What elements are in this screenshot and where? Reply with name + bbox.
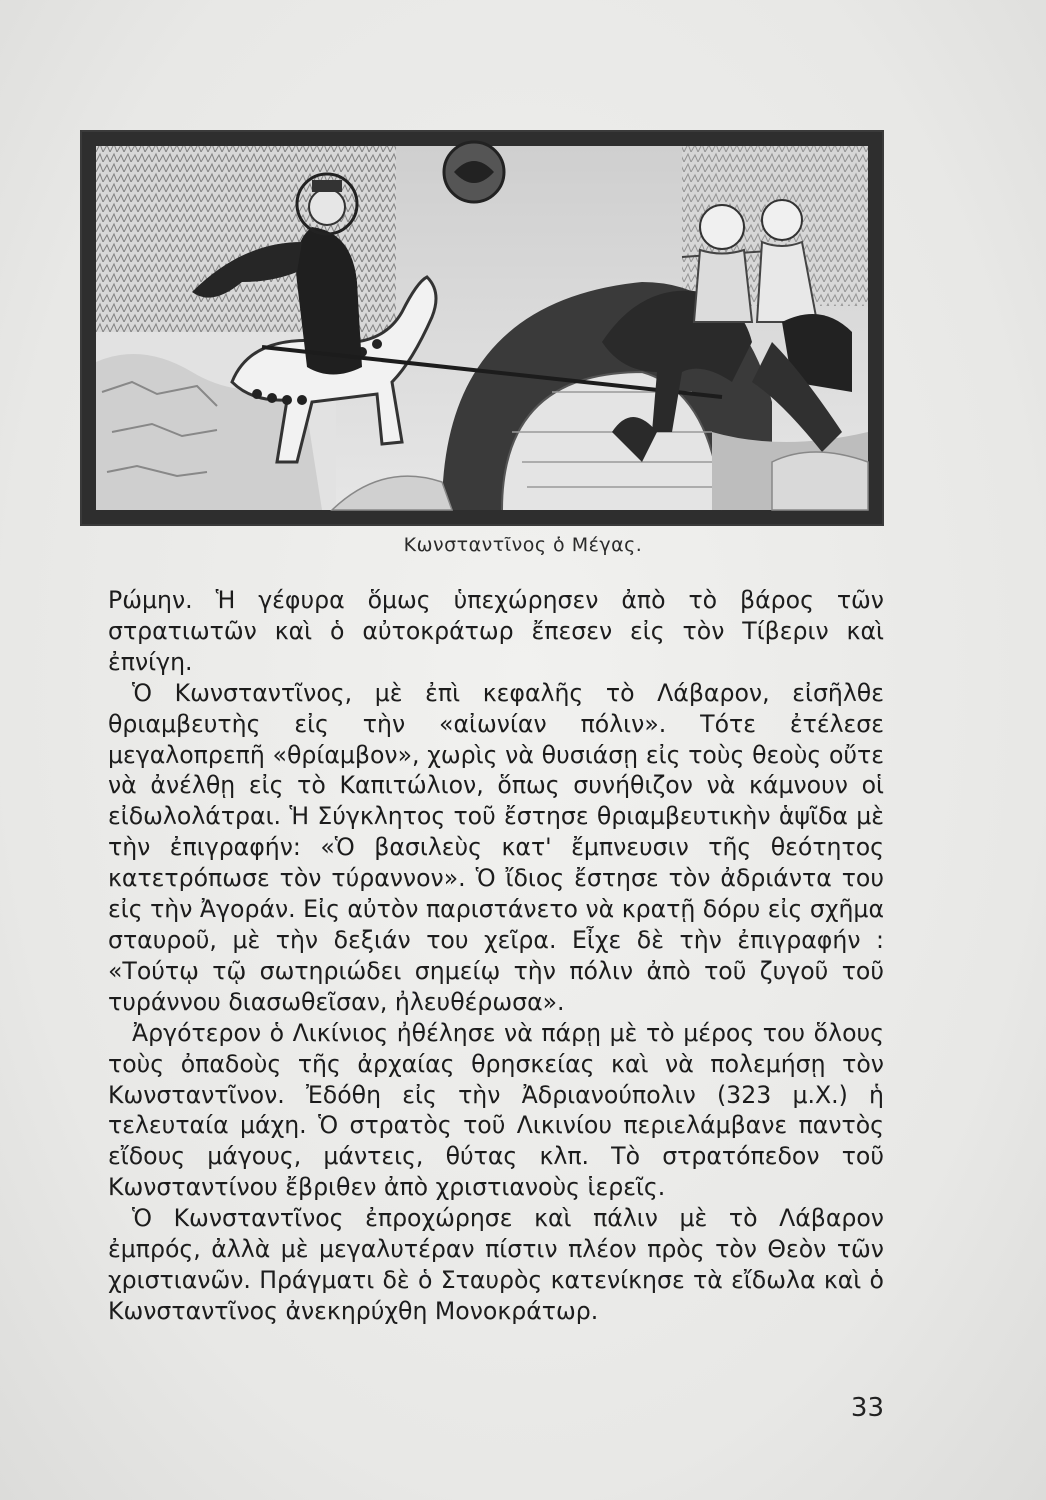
icon-illustration: [82, 132, 882, 524]
paragraph-1: Ρώμην. Ἡ γέφυρα ὅμως ὑπεχώρησεν ἀπὸ τὸ βάρος τῶν στρατιωτῶν καὶ ὁ αὐτοκράτωρ ἔπεσεν εἰς τὸν Τίβεριν καὶ ἐπνίγη.: [108, 586, 884, 676]
paragraph-3: Ἀργότερον ὁ Λικίνιος ἠθέλησε νὰ πάρῃ μὲ τὸ μέρος του ὅλους τοὺς ὀπαδοὺς τῆς ἀρχαίας θρησκείας καὶ νὰ πολεμήσῃ τὸν Κωνσταντῖνον. Ἐδόθη εἰς τὴν Ἀδριανούπολιν (323 μ.Χ.) ἡ τελευταία μάχη. Ὁ στρατὸς τοῦ Λικινίου περιελάμβανε παντὸς εἴδους μάγους, μάντεις, θύτας κλπ. Τὸ στρατόπεδον τοῦ Κωνσταντίνου ἔβριθεν ἀπὸ χριστιανοὺς ἱερεῖς.: [108, 1018, 884, 1202]
paragraph-2: Ὁ Κωνσταντῖνος, μὲ ἐπὶ κεφαλῆς τὸ Λάβαρον, εἰσῆλθε θριαμβευτὴς εἰς τὴν «αἰωνίαν πόλιν». Τότε ἐτέλεσε μεγαλοπρεπῆ «θρίαμβον», χωρὶς νὰ θυσιάσῃ εἰς τοὺς θεοὺς οὔτε νὰ ἀνέλθῃ εἰς τὸ Καπιτώλιον, ὅπως συνήθιζον νὰ κάμνουν οἱ εἰδωλολάτραι. Ἡ Σύγκλητος τοῦ ἔστησε θριαμβευτικὴν ἁψῖδα μὲ τὴν ἐπιγραφήν: «Ὁ βασιλεὺς κατ' ἔμπνευσιν τῆς θεότητος κατετρόπωσε τὸν τύραννον». Ὁ ἴδιος ἔστησε τὸν ἀδριάντα του εἰς τὴν Ἀγοράν. Εἰς αὐτὸν παριστάνετο νὰ κρατῇ δόρυ εἰς σχῆμα σταυροῦ, μὲ τὴν δεξιάν του χεῖρα. Εἶχε δὲ τὴν ἐπιγραφήν : «Τούτῳ τῷ σωτηριώδει σημείῳ τὴν πόλιν ἀπὸ τοῦ ζυγοῦ τοῦ τυράννου διασωθεῖσαν, ἠλευθέρωσα».: [108, 678, 884, 1016]
body-text: [108, 585, 884, 1327]
figure-caption: Κωνσταντῖνος ὁ Μέγας.: [403, 534, 643, 556]
paragraph-4: Ὁ Κωνσταντῖνος ἐπροχώρησε καὶ πάλιν μὲ τὸ Λάβαρον ἐμπρός, ἀλλὰ μὲ μεγαλυτέραν πίστιν πλέον πρὸς τὸν Θεὸν τῶν χριστιανῶν. Πράγματι δὲ ὁ Σταυρὸς κατενίκησε τὰ εἴδωλα καὶ ὁ Κωνσταντῖνος ἀνεκηρύχθη Μονοκράτωρ.: [108, 1204, 884, 1325]
constantine-battle-icon: [82, 132, 882, 524]
page-number: 33: [850, 1393, 884, 1423]
